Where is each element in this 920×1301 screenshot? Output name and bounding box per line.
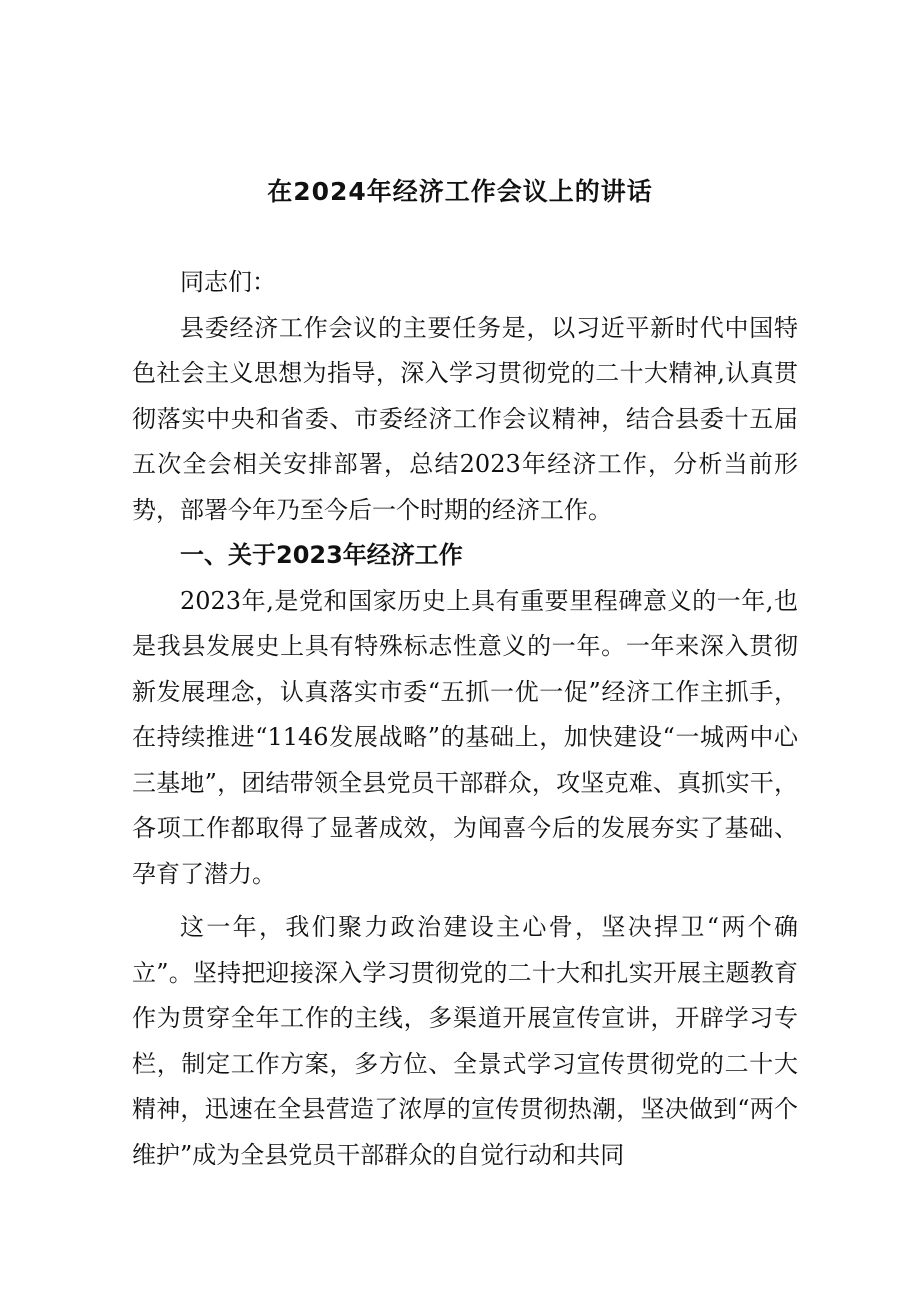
intro-paragraph: 县委经济工作会议的主要任务是，以习近平新时代中国特色社会主义思想为指导，深入学习贯彻党的二十大精神,认真贯彻落实中央和省委、市委经济工作会议精神，结合县委十五届五次全会相关安排部署，总结2023年经济工作，分析当前形势，部署今年乃至今后一个时期的经济工作。	[132, 313, 798, 524]
section-heading-1: 一、关于2023年经济工作	[180, 541, 463, 569]
section-1-paragraph-1: 2023年,是党和国家历史上具有重要里程碑意义的一年,也是我县发展史上具有特殊标志性意义的一年。一年来深入贯彻新发展理念，认真落实市委“五抓一优一促”经济工作主抓手，在持续推进“1146发展战略”的基础上，加快建设“一城两中心三基地”，团结带领全县党员干部群众，攻坚克难、真抓实干，各项工作都取得了显著成效，为闻喜今后的发展夯实了基础、孕育了潜力。	[132, 586, 798, 888]
document-title: 在2024年经济工作会议上的讲话	[267, 177, 653, 206]
greeting: 同志们：	[180, 268, 276, 296]
section-1-paragraph-2: 这一年，我们聚力政治建设主心骨，坚决捍卫“两个确立”。坚持把迎接深入学习贯彻党的二十大和扎实开展主题教育作为贯穿全年工作的主线，多渠道开展宣传宣讲，开辟学习专栏，制定工作方案，多方位、全景式学习宣传贯彻党的二十大精神，迅速在全县营造了浓厚的宣传贯彻热潮，坚决做到“两个维护”成为全县党员干部群众的自觉行动和共同	[132, 913, 798, 1169]
document-body	[132, 260, 798, 1178]
paragraph-gap	[132, 897, 798, 905]
